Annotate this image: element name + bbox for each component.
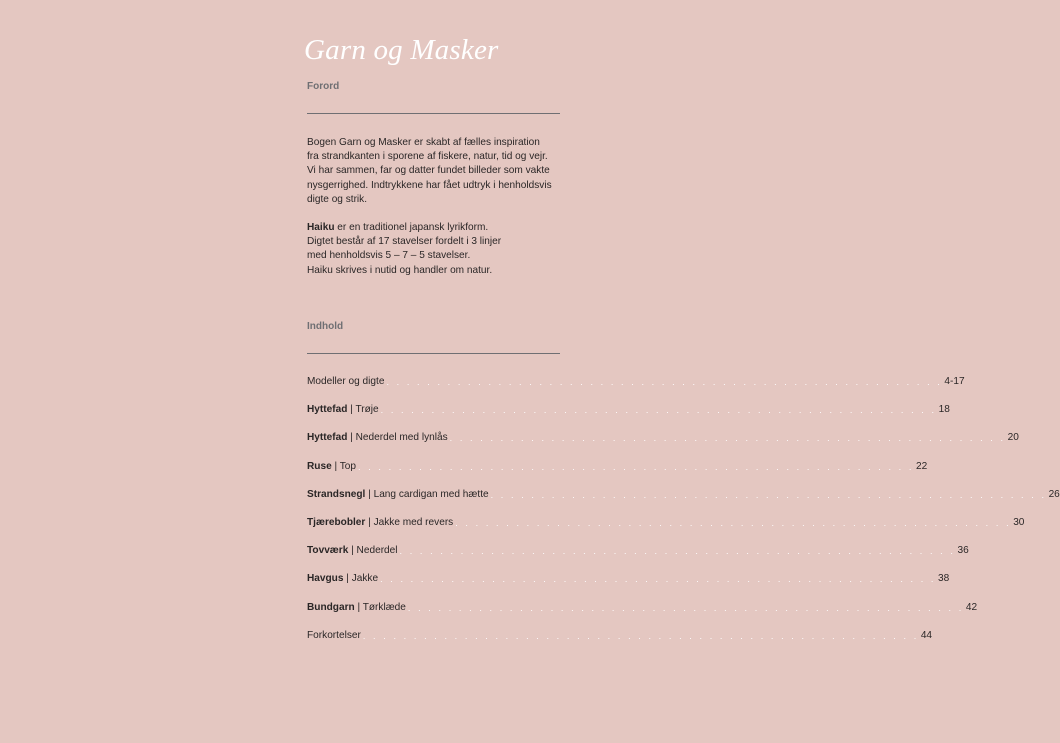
toc-entry-text: | Jakke xyxy=(343,573,379,585)
toc-entry-bold: Havgus xyxy=(307,573,344,585)
toc-entry-text: | Tørklæde xyxy=(354,601,406,613)
preface-line: digte og strik. xyxy=(307,193,368,205)
toc-page-number: 38 xyxy=(938,573,950,585)
toc-entry-bold: Tjærebobler xyxy=(307,516,366,528)
book-title: Garn og Masker xyxy=(304,34,499,66)
contents-label: Indhold xyxy=(307,321,344,332)
toc-entry xyxy=(307,431,1019,459)
toc-leader-dots: . . . . . . . . . . . . . . . . . . . . . . . . . . . . . . . . . . . . . . . . . . . . . . . . . . . . . . . xyxy=(380,574,937,585)
toc-entry-bold: Hyttefad xyxy=(307,432,348,444)
preface-line: Vi har sammen, far og datter fundet billeder som vakte xyxy=(307,165,550,177)
table-of-contents xyxy=(307,375,1060,657)
haiku-line: Haiku skrives i nutid og handler om natur. xyxy=(307,264,493,276)
toc-entry-title xyxy=(307,572,378,586)
toc-entry-text: | Nederdel med lynlås xyxy=(347,432,448,444)
preface-label: Forord xyxy=(307,81,340,92)
toc-entry xyxy=(307,403,950,431)
haiku-line: med henholdsvis 5 – 7 – 5 stavelser. xyxy=(307,250,471,262)
toc-entry-text: | Lang cardigan med hætte xyxy=(365,488,489,500)
toc-entry-title xyxy=(307,431,448,445)
toc-page-number: 26 xyxy=(1048,488,1060,500)
toc-page-number: 20 xyxy=(1007,432,1019,444)
toc-page-number: 42 xyxy=(965,601,978,613)
toc-entry-text: | Nederdel xyxy=(348,545,398,557)
toc-entry-title xyxy=(307,516,453,530)
haiku-definition: er en traditionel japansk lyrikform. xyxy=(334,222,489,233)
toc-leader-dots: . . . . . . . . . . . . . . . . . . . . . . . . . . . . . . . . . . . . . . . . . . . . . . . . . . . . . . . xyxy=(455,517,1012,528)
preface-divider xyxy=(307,113,560,114)
toc-leader-dots: . . . . . . . . . . . . . . . . . . . . . . . . . . . . . . . . . . . . . . . . . . . . . . . . . . . . . . . xyxy=(449,433,1006,444)
toc-entry-title xyxy=(307,544,398,558)
toc-page-number: 22 xyxy=(915,460,928,472)
toc-page-number: 18 xyxy=(938,404,950,416)
toc-entry-text: Modeller og digte xyxy=(307,376,385,387)
toc-entry-bold: Bundgarn xyxy=(307,601,355,613)
toc-page-number: 36 xyxy=(957,545,969,557)
toc-entry-title xyxy=(307,403,379,417)
toc-page-number: 30 xyxy=(1013,516,1025,528)
toc-leader-dots: . . . . . . . . . . . . . . . . . . . . . . . . . . . . . . . . . . . . . . . . . . . . . . . . . . . . . . . xyxy=(380,405,937,416)
toc-entry-title xyxy=(307,488,489,502)
toc-leader-dots: . . . . . . . . . . . . . . . . . . . . . . . . . . . . . . . . . . . . . . . . . . . . . . . . . . . . . . . xyxy=(399,546,956,557)
haiku-term: Haiku xyxy=(307,222,335,233)
toc-entry xyxy=(307,572,950,600)
toc-entry-bold: Ruse xyxy=(307,460,332,472)
toc-entry-text: | Top xyxy=(331,460,357,472)
toc-entry-title xyxy=(307,460,356,474)
contents-divider xyxy=(307,353,560,354)
toc-entry-text: | Jakke med revers xyxy=(365,516,454,528)
toc-page-number: 4-17 xyxy=(944,376,965,387)
toc-entry-bold: Strandsnegl xyxy=(307,488,366,500)
toc-page-number: 44 xyxy=(920,629,933,641)
toc-entry xyxy=(307,460,928,488)
haiku-text xyxy=(307,221,567,278)
toc-leader-dots: . . . . . . . . . . . . . . . . . . . . . . . . . . . . . . . . . . . . . . . . . . . . . . . . . . . . . . . xyxy=(362,630,919,641)
preface-line: nysgerrighed. Indtrykkene har fået udtryk i henholdsvis xyxy=(307,179,552,191)
toc-entry xyxy=(307,375,965,403)
preface-line: Bogen Garn og Masker er skabt af fælles inspiration xyxy=(307,137,540,148)
toc-entry xyxy=(307,516,1025,544)
toc-entry-title xyxy=(307,629,361,643)
toc-entry xyxy=(307,629,933,657)
toc-entry-bold: Hyttefad xyxy=(307,404,348,416)
preface-text xyxy=(307,136,567,207)
haiku-line: Digtet består af 17 stavelser fordelt i 3 linjer xyxy=(307,236,502,248)
toc-entry-text: Forkortelser xyxy=(307,629,361,641)
toc-entry-title xyxy=(307,375,384,389)
preface-line: fra strandkanten i sporene af fiskere, natur, tid og vejr. xyxy=(307,151,548,163)
toc-leader-dots: . . . . . . . . . . . . . . . . . . . . . . . . . . . . . . . . . . . . . . . . . . . . . . . . . . . . . . . xyxy=(407,602,964,613)
toc-leader-dots: . . . . . . . . . . . . . . . . . . . . . . . . . . . . . . . . . . . . . . . . . . . . . . . . . . . . . . . xyxy=(490,489,1047,500)
toc-entry xyxy=(307,488,1060,516)
toc-leader-dots: . . . . . . . . . . . . . . . . . . . . . . . . . . . . . . . . . . . . . . . . . . . . . . . . . . . . . . . xyxy=(386,377,943,387)
toc-entry-title xyxy=(307,601,406,615)
toc-entry-text: | Trøje xyxy=(347,404,379,416)
haiku-line xyxy=(307,221,567,235)
toc-entry-bold: Tovværk xyxy=(307,545,349,557)
toc-entry xyxy=(307,601,978,629)
toc-entry xyxy=(307,544,969,572)
toc-leader-dots: . . . . . . . . . . . . . . . . . . . . . . . . . . . . . . . . . . . . . . . . . . . . . . . . . . . . . . . xyxy=(358,461,914,472)
